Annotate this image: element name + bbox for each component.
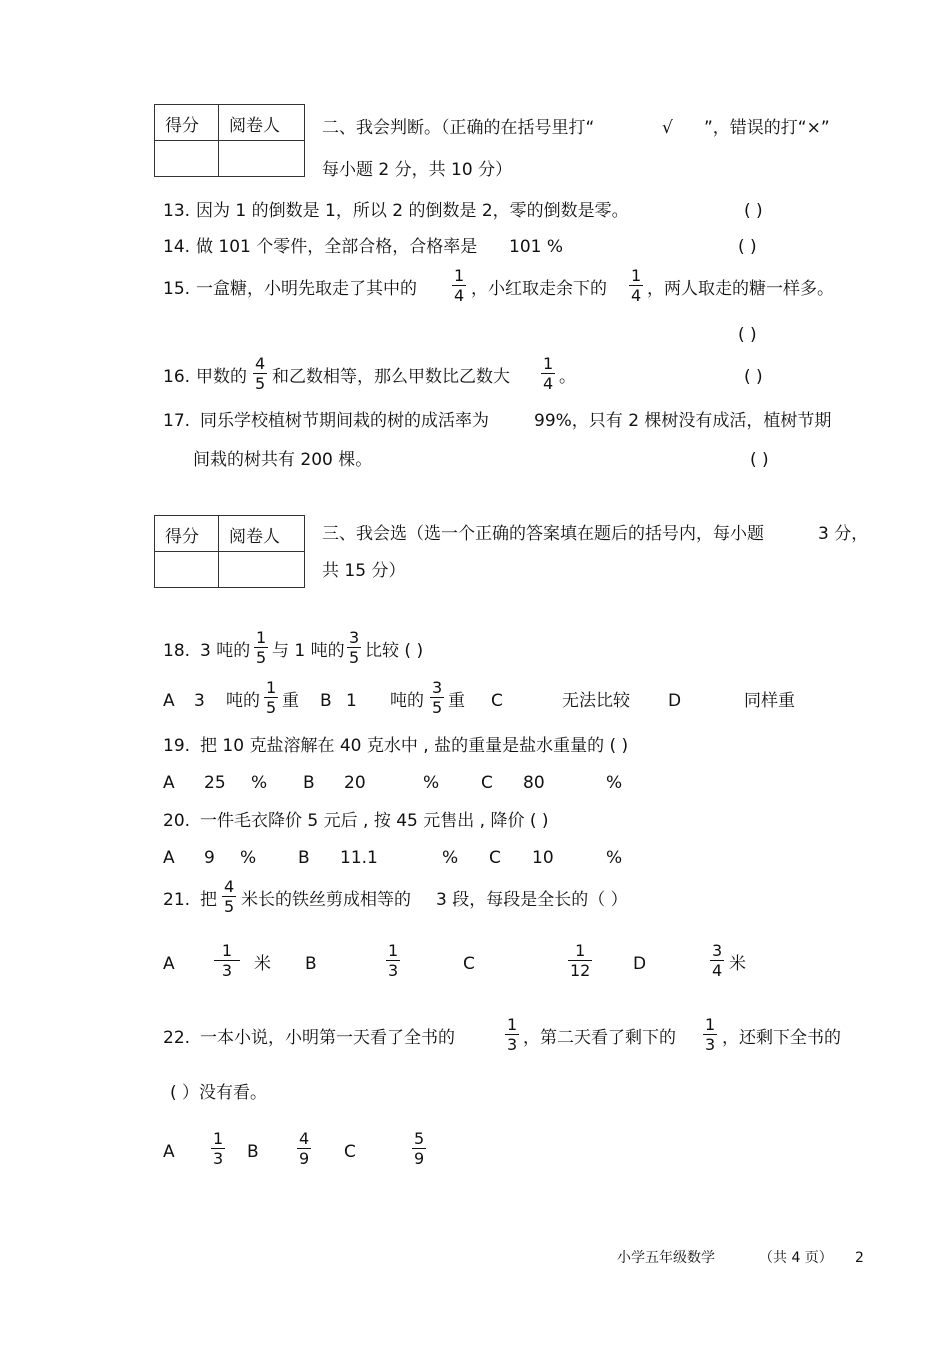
section2-title-a: 二、我会判断。（正确的在括号里打“ <box>322 118 595 138</box>
q18-text-a: 3 吨的 <box>200 641 251 661</box>
q18-option-a-fraction <box>264 678 278 717</box>
q18-option-d-text: 同样重 <box>744 691 795 711</box>
q14-text: 做 101 个零件，全部合格，合格率是 <box>196 237 478 257</box>
q20-option-c-label[interactable]: C <box>489 848 501 868</box>
footer-pages: （共 4 页） <box>759 1250 833 1266</box>
fraction-denominator: 12 <box>570 961 591 980</box>
q16-fraction-2 <box>541 354 555 393</box>
q18-option-b-fraction <box>430 678 444 717</box>
q16-text-a: 甲数的 <box>196 367 247 387</box>
q21-option-b-label[interactable]: B <box>305 954 317 974</box>
q18-fraction-2 <box>347 628 361 667</box>
fraction-denominator: 5 <box>255 374 266 393</box>
fraction-numerator: 3 <box>712 941 723 960</box>
reviewer-header: 阅卷人 <box>219 105 305 141</box>
q21-option-c-fraction <box>568 941 592 980</box>
q15-text-a: 一盒糖，小明先取走了其中的 <box>196 279 417 299</box>
fraction-denominator: 3 <box>221 961 233 980</box>
q22-answer-line[interactable]: ( ）没有看。 <box>170 1083 268 1103</box>
fraction-denominator: 4 <box>543 374 554 393</box>
q22-text-b: ，第二天看了剩下的 <box>523 1028 676 1048</box>
q22-option-b-label[interactable]: B <box>247 1142 259 1162</box>
q13-text: 因为 1 的倒数是 1，所以 2 的倒数是 2，零的倒数是零。 <box>196 201 629 221</box>
q19-option-b-value: 20 <box>344 773 366 793</box>
q18-fraction-1 <box>254 628 268 667</box>
q22-text-a: 一本小说，小明第一天看了全书的 <box>200 1028 455 1048</box>
fraction-numerator: 1 <box>454 266 465 285</box>
q22-option-c-fraction <box>412 1129 426 1168</box>
q19-option-a-value: 25 <box>204 773 226 793</box>
q20-option-b-value: 11.1 <box>340 848 378 868</box>
reviewer-cell[interactable] <box>219 552 305 588</box>
q17-number: 17. <box>163 411 191 431</box>
q16-answer-paren[interactable]: ( ) <box>744 367 763 387</box>
q18-option-b-label[interactable]: B <box>320 691 332 711</box>
q21-option-b-fraction <box>386 941 400 980</box>
footer-course: 小学五年级数学 <box>617 1250 715 1266</box>
q15-answer-paren[interactable]: ( ) <box>738 325 757 345</box>
q21-text-b: 米长的铁丝剪成相等的 <box>241 890 411 910</box>
q17-line2: 间栽的树共有 200 棵。 <box>193 450 373 470</box>
fraction-numerator: 5 <box>414 1129 425 1148</box>
q16-fraction-1 <box>253 354 267 393</box>
q21-number: 21. <box>163 890 191 910</box>
q21-option-d-label[interactable]: D <box>633 954 647 974</box>
q19-option-c-label[interactable]: C <box>481 773 493 793</box>
q19-option-a-percent: % <box>251 773 268 793</box>
q22-option-c-label[interactable]: C <box>344 1142 356 1162</box>
fraction-numerator: 3 <box>432 678 443 697</box>
fraction-denominator: 9 <box>414 1149 425 1168</box>
score-table-section3 <box>154 515 305 588</box>
section2-check-mark: √ <box>662 118 673 138</box>
q22-option-a-label[interactable]: A <box>163 1142 175 1162</box>
score-cell[interactable] <box>155 141 219 177</box>
q18-option-a-label[interactable]: A <box>163 691 175 711</box>
fraction-denominator: 9 <box>299 1149 310 1168</box>
q18-option-b-text-b: 吨的 <box>390 691 424 711</box>
q17-answer-paren[interactable]: ( ) <box>750 450 769 470</box>
q20-option-b-label[interactable]: B <box>298 848 310 868</box>
fraction-denominator: 4 <box>712 961 723 980</box>
fraction-numerator: 4 <box>255 354 266 373</box>
q22-text-c: ，还剩下全书的 <box>722 1028 841 1048</box>
section3-title-a: 三、我会选（选一个正确的答案填在题后的括号内，每小题 <box>322 524 764 544</box>
q22-option-a-fraction <box>211 1129 225 1168</box>
q19-option-c-percent: % <box>606 773 623 793</box>
reviewer-cell[interactable] <box>219 141 305 177</box>
q21-option-a-label[interactable]: A <box>163 954 175 974</box>
q22-option-b-fraction <box>297 1129 311 1168</box>
q18-text-b: 与 1 吨的 <box>272 641 345 661</box>
score-header: 得分 <box>155 516 219 552</box>
q20-option-a-percent: % <box>240 848 257 868</box>
fraction-denominator: 4 <box>631 286 642 305</box>
q14-number: 14. <box>163 237 191 257</box>
fraction-denominator: 5 <box>266 698 277 717</box>
fraction-numerator: 3 <box>349 628 360 647</box>
q15-number: 15. <box>163 279 191 299</box>
fraction-denominator: 5 <box>224 897 235 916</box>
score-header: 得分 <box>155 105 219 141</box>
q22-fraction-1 <box>505 1015 519 1054</box>
fraction-denominator: 3 <box>507 1035 518 1054</box>
q15-fraction-2 <box>629 266 643 305</box>
q18-option-c-label[interactable]: C <box>491 691 503 711</box>
fraction-numerator: 1 <box>575 941 586 960</box>
q22-number: 22. <box>163 1028 191 1048</box>
fraction-denominator: 5 <box>256 648 267 667</box>
q14-percent: 101 % <box>509 237 564 257</box>
q21-option-a-unit: 米 <box>254 954 271 974</box>
q20-text: 一件毛衣降价 5 元后 , 按 45 元售出 , 降价 ( ) <box>200 811 549 831</box>
q22-fraction-2 <box>703 1015 717 1054</box>
q17-line1-a: 同乐学校植树节期间栽的树的成活率为 <box>200 411 489 431</box>
q21-text-a: 把 <box>200 890 217 910</box>
q21-option-a-fraction <box>214 941 240 980</box>
q20-option-b-percent: % <box>442 848 459 868</box>
q14-answer-paren[interactable]: ( ) <box>738 237 757 257</box>
fraction-denominator: 3 <box>705 1035 716 1054</box>
fraction-numerator: 1 <box>266 678 277 697</box>
q18-option-d-label[interactable]: D <box>668 691 682 711</box>
fraction-numerator: 1 <box>256 628 267 647</box>
fraction-denominator: 4 <box>454 286 465 305</box>
fraction-numerator: 1 <box>543 354 554 373</box>
fraction-numerator: 4 <box>299 1129 310 1148</box>
fraction-denominator: 3 <box>213 1149 224 1168</box>
q16-text-c: 。 <box>559 367 576 387</box>
q16-number: 16. <box>163 367 191 387</box>
q20-option-c-percent: % <box>606 848 623 868</box>
q19-option-b-percent: % <box>423 773 440 793</box>
fraction-numerator: 1 <box>388 941 399 960</box>
fraction-numerator: 1 <box>507 1015 518 1034</box>
q16-text-b: 和乙数相等，那么甲数比乙数大 <box>272 367 510 387</box>
q18-option-a-text-a: 3 <box>194 691 205 711</box>
q21-option-d-fraction <box>710 941 724 980</box>
q21-text-c: 3 段，每段是全长的（ ） <box>436 890 628 910</box>
q20-number: 20. <box>163 811 191 831</box>
q20-option-c-value: 10 <box>532 848 554 868</box>
reviewer-header: 阅卷人 <box>219 516 305 552</box>
q19-text: 把 10 克盐溶解在 40 克水中 , 盐的重量是盐水重量的 ( ) <box>200 736 629 756</box>
q21-option-d-unit: 米 <box>729 954 746 974</box>
q21-option-c-label[interactable]: C <box>463 954 475 974</box>
q18-number: 18. <box>163 641 191 661</box>
fraction-denominator: 5 <box>432 698 443 717</box>
q21-fraction <box>222 877 236 916</box>
q18-option-b-text-c: 重 <box>448 691 465 711</box>
fraction-numerator: 1 <box>221 941 233 960</box>
fraction-numerator: 1 <box>631 266 642 285</box>
score-cell[interactable] <box>155 552 219 588</box>
q13-number: 13. <box>163 201 191 221</box>
q17-line1-b: 99%，只有 2 棵树没有成活，植树节期 <box>534 411 832 431</box>
q18-option-a-text-c: 重 <box>282 691 299 711</box>
section2-title-b: ”，错误的打“×” <box>704 118 830 138</box>
fraction-denominator: 5 <box>349 648 360 667</box>
fraction-denominator: 3 <box>388 961 399 980</box>
fraction-numerator: 4 <box>224 877 235 896</box>
q13-answer-paren[interactable]: ( ) <box>744 201 763 221</box>
section2-title-line2: 每小题 2 分，共 10 分） <box>322 160 513 180</box>
fraction-numerator: 1 <box>213 1129 224 1148</box>
q15-text-c: ，两人取走的糖一样多。 <box>647 279 834 299</box>
q19-option-b-label[interactable]: B <box>303 773 315 793</box>
fraction-numerator: 1 <box>705 1015 716 1034</box>
section3-title-b: 3 分， <box>818 524 869 544</box>
q15-text-b: ，小红取走余下的 <box>471 279 607 299</box>
section3-title-line2: 共 15 分） <box>322 561 406 581</box>
q19-option-a-label[interactable]: A <box>163 773 175 793</box>
q18-text-c: 比较 ( ) <box>365 641 424 661</box>
score-table-section2 <box>154 104 305 177</box>
q18-option-a-text-b: 吨的 <box>226 691 260 711</box>
q18-option-c-text: 无法比较 <box>562 691 630 711</box>
q19-option-c-value: 80 <box>523 773 545 793</box>
q15-fraction-1 <box>452 266 466 305</box>
q18-option-b-text-a: 1 <box>346 691 357 711</box>
q20-option-a-value: 9 <box>204 848 215 868</box>
footer-page-number: 2 <box>855 1250 864 1266</box>
q20-option-a-label[interactable]: A <box>163 848 175 868</box>
q19-number: 19. <box>163 736 191 756</box>
